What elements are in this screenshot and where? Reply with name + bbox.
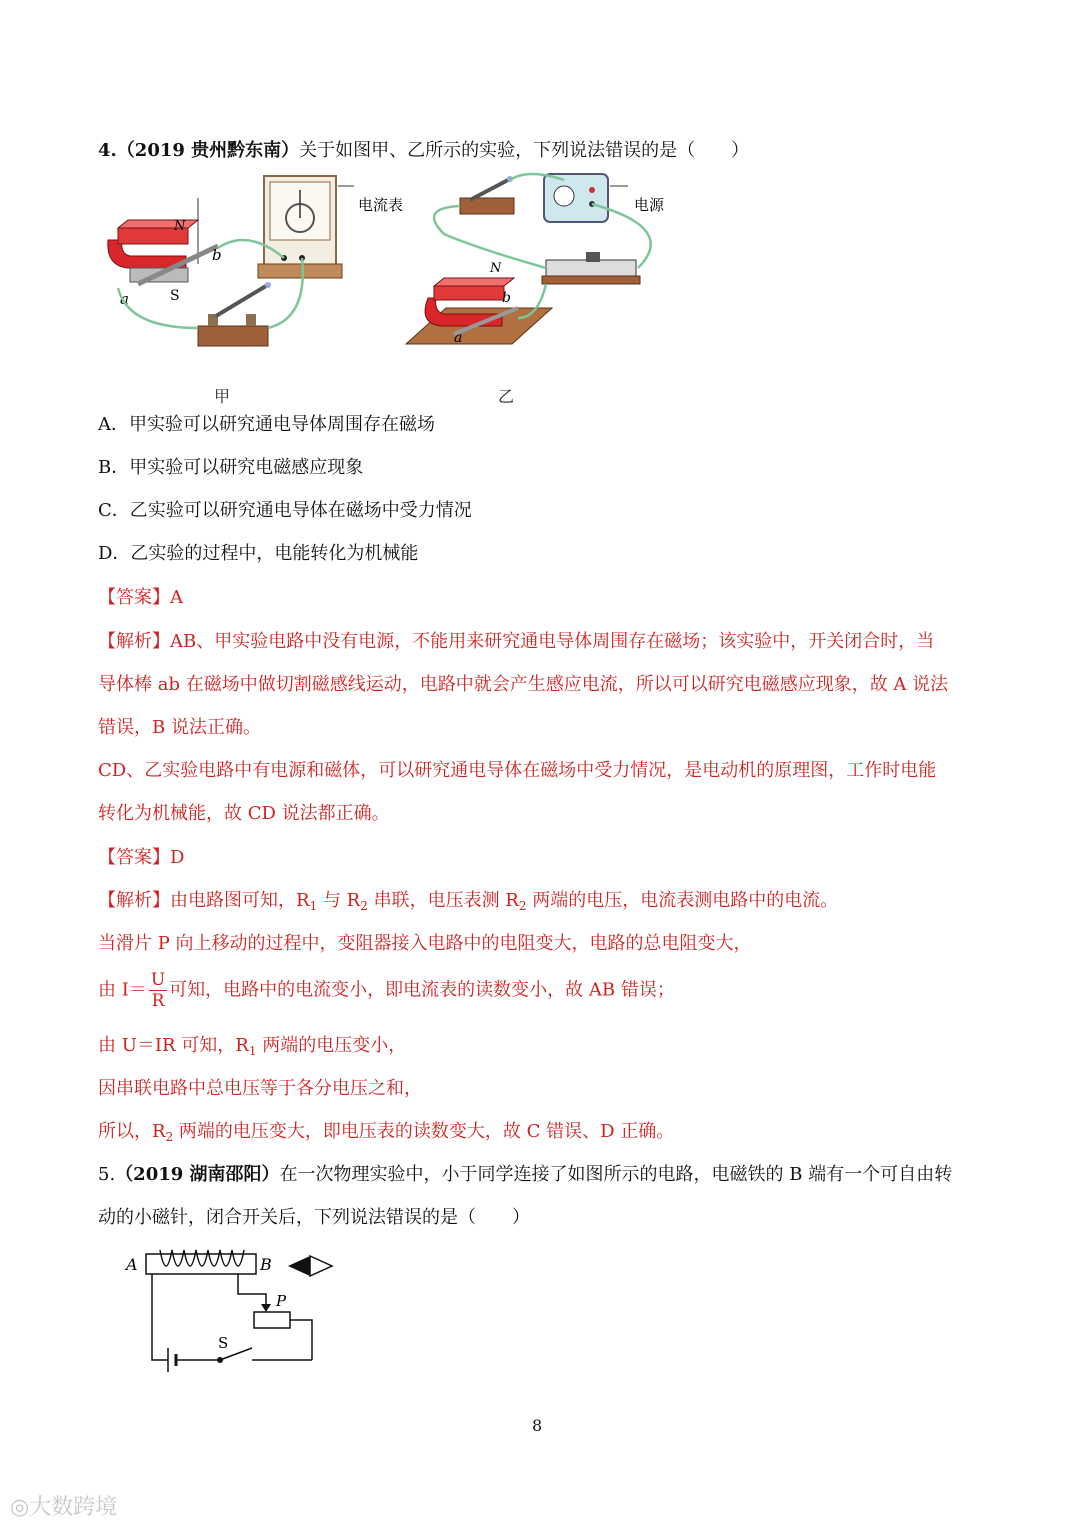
q4-source: （2019 贵州黔东南）	[116, 140, 300, 161]
q4-stem	[98, 139, 749, 163]
q4-analysis-line-2: 导体棒 ab 在磁场中做切割磁感线运动，电路中就会产生感应电流，所以可以研究电磁感应现象，故 A 说法	[98, 674, 949, 695]
q4-stem-text: 关于如图甲、乙所示的实验，下列说法错误的是（ ）	[299, 140, 750, 161]
prev-answer	[98, 846, 184, 870]
q4-figure	[98, 168, 698, 408]
jia-ammeter	[258, 176, 354, 278]
q5-circuit-figure	[120, 1244, 360, 1376]
prev-analysis-line-1	[98, 889, 838, 913]
jia-label: 甲	[214, 387, 231, 406]
numerator: U	[150, 970, 166, 990]
option-c: C．乙实验可以研究通电导体在磁场中受力情况	[98, 500, 472, 521]
option-d: D．乙实验的过程中，电能转化为机械能	[98, 543, 419, 564]
subscript: 1	[248, 1044, 257, 1058]
q4-number: 4.	[98, 140, 117, 161]
subscript: 2	[165, 1130, 174, 1144]
answer-tag: 【答案】	[98, 587, 170, 608]
jia-switch	[198, 282, 271, 346]
q5-stem-text: 在一次物理实验中，小于同学连接了如图所示的电路，电磁铁的 B 端有一个可自由转	[279, 1164, 953, 1185]
denominator: R	[151, 991, 165, 1011]
slider-p-label: P	[276, 1292, 287, 1310]
q4-analysis-line-4: CD、乙实验电路中有电源和磁体，可以研究通电导体在磁场中受力情况，是电动机的原理图，工作时电能	[98, 760, 937, 781]
answer-value: A	[170, 587, 183, 608]
q4-answer	[98, 586, 183, 610]
compass-needle	[288, 1256, 332, 1276]
text: 串联，电压表测 R	[367, 890, 519, 911]
prev-analysis-line-6	[98, 1120, 674, 1144]
power-label: 电源	[634, 196, 665, 214]
page-number: 8	[532, 1416, 543, 1435]
subscript: 1	[309, 899, 318, 913]
coil	[160, 1250, 244, 1266]
yi-power-supply	[544, 174, 628, 222]
end-a-label: A	[126, 1255, 138, 1274]
jia-magnet	[108, 198, 218, 284]
ammeter-label: 电流表	[358, 196, 404, 214]
watermark-logo-icon: ◎	[10, 1495, 30, 1520]
prev-analysis-line-2: 当滑片 P 向上移动的过程中，变阻器接入电路中的电阻变大，电路的总电阻变大，	[98, 933, 752, 954]
rheostat	[254, 1312, 290, 1328]
jia-s-label: S	[170, 288, 180, 304]
text: 与 R	[317, 890, 361, 911]
text: 所以，R	[98, 1121, 166, 1142]
jia-b-label: b	[212, 246, 222, 264]
text: 可知，电路中的电流变小，即电流表的读数变小，故 AB 错误；	[169, 979, 675, 1001]
switch-s-label: S	[218, 1334, 229, 1352]
q5-stem-line-2: 动的小磁针，闭合开关后，下列说法错误的是（ ）	[98, 1207, 530, 1228]
jia-a-label: a	[120, 290, 129, 308]
text: 由 I＝	[98, 979, 147, 1001]
yi-b-label: b	[502, 290, 511, 306]
text: 两端的电压变大，即电压表的读数变大，故 C 错误、D 正确。	[173, 1121, 675, 1142]
answer-tag: 【答案】	[98, 847, 170, 868]
q4-analysis-line-1	[98, 630, 934, 654]
text: 两端的电压，电流表测电路中的电流。	[526, 890, 839, 911]
prev-analysis-line-4	[98, 1034, 406, 1058]
analysis-tag: 【解析】	[98, 890, 170, 911]
q5-number: 5.	[98, 1164, 116, 1185]
yi-a-label: a	[454, 330, 463, 346]
yi-rheostat	[542, 252, 640, 284]
watermark	[10, 1490, 117, 1521]
analysis-text: AB、甲实验电路中没有电源，不能用来研究通电导体周围存在磁场；该实验中，开关闭合时，当	[170, 631, 935, 652]
jia-n-label: N	[174, 219, 186, 234]
yi-n-label: N	[490, 261, 502, 276]
option-b: B．甲实验可以研究电磁感应现象	[98, 457, 364, 478]
subscript: 2	[518, 899, 527, 913]
text: 两端的电压变小，	[256, 1035, 407, 1056]
watermark-text: 大数跨境	[29, 1495, 118, 1520]
analysis-tag: 【解析】	[98, 631, 170, 652]
option-a: A．甲实验可以研究通电导体周围存在磁场	[98, 414, 435, 435]
yi-magnet	[406, 278, 552, 344]
q5-stem-line-1	[98, 1163, 952, 1187]
yi-switch	[460, 176, 514, 214]
fraction-u-over-r	[149, 970, 167, 1011]
prev-analysis-line-5: 因串联电路中总电压等于各分电压之和，	[98, 1078, 422, 1099]
q5-source: （2019 湖南邵阳）	[115, 1164, 280, 1185]
answer-value: D	[170, 847, 185, 868]
q4-analysis-line-5: 转化为机械能，故 CD 说法都正确。	[98, 803, 390, 824]
end-b-label: B	[260, 1255, 272, 1274]
yi-label: 乙	[498, 387, 515, 406]
prev-analysis-line-3	[98, 970, 675, 1011]
subscript: 2	[360, 899, 368, 913]
slider-arrow	[261, 1304, 271, 1312]
text: 由 U＝IR 可知，R	[98, 1035, 249, 1056]
q4-analysis-line-3: 错误，B 说法正确。	[98, 717, 261, 738]
text: 由电路图可知，R	[170, 890, 310, 911]
